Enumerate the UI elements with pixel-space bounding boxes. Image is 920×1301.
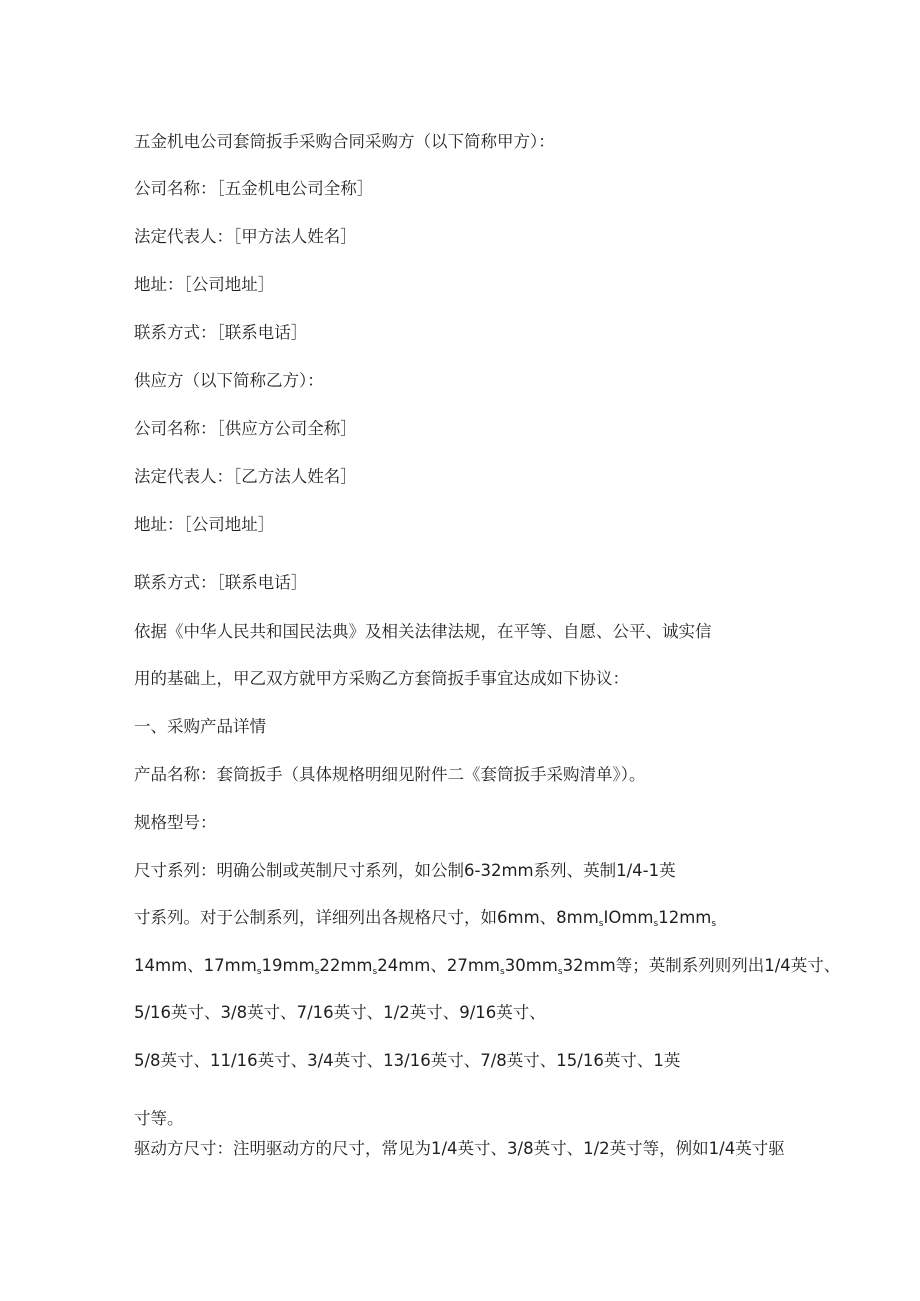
subscript-s: s [557,967,563,977]
party-b-company: 公司名称：［供应方公司全称］ [134,419,357,438]
party-a-address: 地址：［公司地址］ [134,275,275,294]
party-b-legal-rep: 法定代表人：［乙方法人姓名］ [134,467,357,486]
size-series-line-3 [134,955,841,983]
party-b-address: 地址：［公司地址］ [134,515,275,534]
size-text: 30mm [504,956,558,975]
subscript-s: s [711,919,717,929]
size-text: 19mm [261,956,315,975]
product-name-line: 产品名称：套筒扳手（具体规格明细见附件二《套筒扳手采购清单》）。 [134,765,646,784]
subscript-s: s [500,967,505,977]
subscript-s: s [372,967,378,977]
party-a-contact: 联系方式：［联系电话］ [134,323,308,342]
size-text: 14mm、17mm [134,956,257,975]
subscript-s: s [598,919,604,929]
subscript-s: s [314,967,320,977]
preamble-line-1: 依据《中华人民共和国民法典》及相关法律法规，在平等、自愿、公平、诚实信 [134,622,712,641]
spec-heading: 规格型号： [134,813,217,832]
size-text: 32mm等；英制系列则列出1/4英寸、 [562,956,841,975]
size-series-line-4: 5/16英寸、3/8英寸、7/16英寸、1/2英寸、9/16英寸、 [134,1003,546,1022]
size-series-line-2 [134,907,716,935]
party-b-contact: 联系方式：［联系电话］ [134,573,308,592]
size-text: 寸系列。对于公制系列，详细列出各规格尺寸，如6mm、8mm [134,908,599,927]
size-series-line-6: 寸等。 [134,1109,184,1128]
party-a-legal-rep: 法定代表人：［甲方法人姓名］ [134,227,357,246]
subscript-s: s [256,967,262,977]
size-text: 22mm [319,956,373,975]
subscript-s: s [653,919,659,929]
section-heading: 一、采购产品详情 [134,717,266,736]
preamble-line-2: 用的基础上，甲乙双方就甲方采购乙方套筒扳手事宜达成如下协议： [134,669,629,688]
size-series-line-5: 5/8英寸、11/16英寸、3/4英寸、13/16英寸、7/8英寸、15/16英寸、1英 [134,1051,681,1070]
party-a-company: 公司名称：［五金机电公司全称］ [134,179,374,198]
size-text: 12mm [658,908,712,927]
size-text: IOmm [603,908,654,927]
size-text: 24mm、27mm [377,956,501,975]
contract-title-line: 五金机电公司套筒扳手采购合同采购方（以下简称甲方）： [134,132,555,151]
size-series-line-1: 尺寸系列：明确公制或英制尺寸系列，如公制6-32mm系列、英制1/4-1英 [134,861,676,880]
drive-size-line: 驱动方尺寸：注明驱动方的尺寸，常见为1/4英寸、3/8英寸、1/2英寸等，例如1/4英寸驱 [134,1139,785,1158]
party-b-heading: 供应方（以下简称乙方）： [134,371,324,390]
